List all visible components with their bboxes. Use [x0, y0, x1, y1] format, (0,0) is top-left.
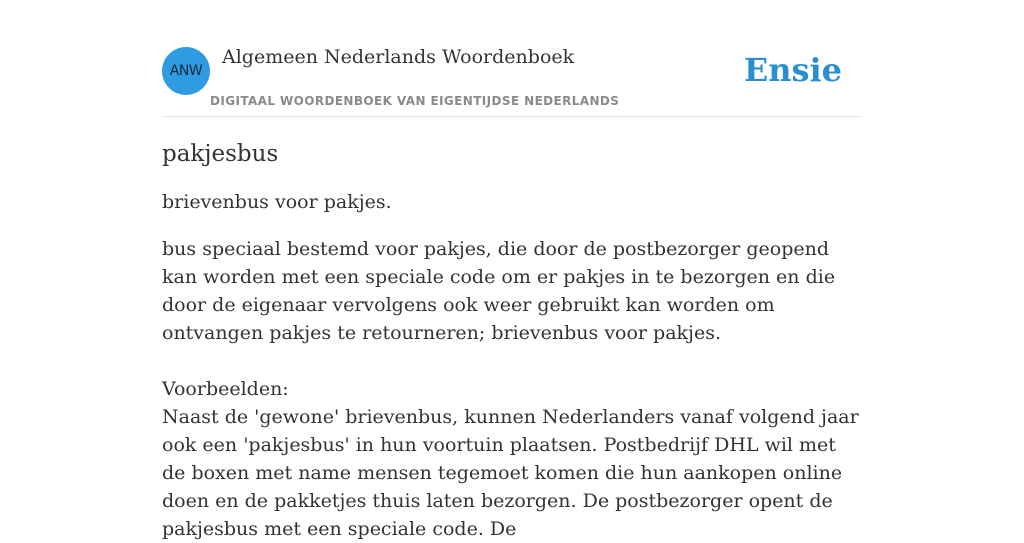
anw-logo[interactable] [162, 47, 210, 95]
entry-long-definition: bus speciaal bestemd voor pakjes, die door de postbezorger geopend kan worden met een speciale code om er pakjes in te bezorgen en die door de eigenaar vervolgens ook weer gebruikt kan worden om ontvangen pakjes te retourneren; brievenbus voor pakjes. [162, 238, 836, 344]
examples-heading: Voorbeelden: [162, 378, 289, 400]
entry-short-definition: brievenbus voor pakjes. [162, 191, 392, 213]
entry-content [162, 138, 862, 543]
site-subtitle: DIGITAAL WOORDENBOEK VAN EIGENTIJDSE NEDERLANDS [210, 94, 620, 108]
entry-headword: pakjesbus [162, 141, 279, 167]
site-title[interactable]: Algemeen Nederlands Woordenboek [222, 46, 575, 68]
logo-text: ANW [169, 63, 203, 79]
site-header [162, 40, 862, 117]
example-text: Naast de 'gewone' brievenbus, kunnen Nederlanders vanaf volgend jaar ook een 'pakjesbus' in hun voortuin plaatsen. Postbedrijf DHL wil met de boxen met name mensen tegemoet komen die hun aankopen online doen en de pakketjes thuis laten bezorgen. De postbezorger opent de pakjesbus met een speciale code. De [162, 406, 859, 540]
ensie-brand-link[interactable]: Ensie [743, 51, 842, 89]
